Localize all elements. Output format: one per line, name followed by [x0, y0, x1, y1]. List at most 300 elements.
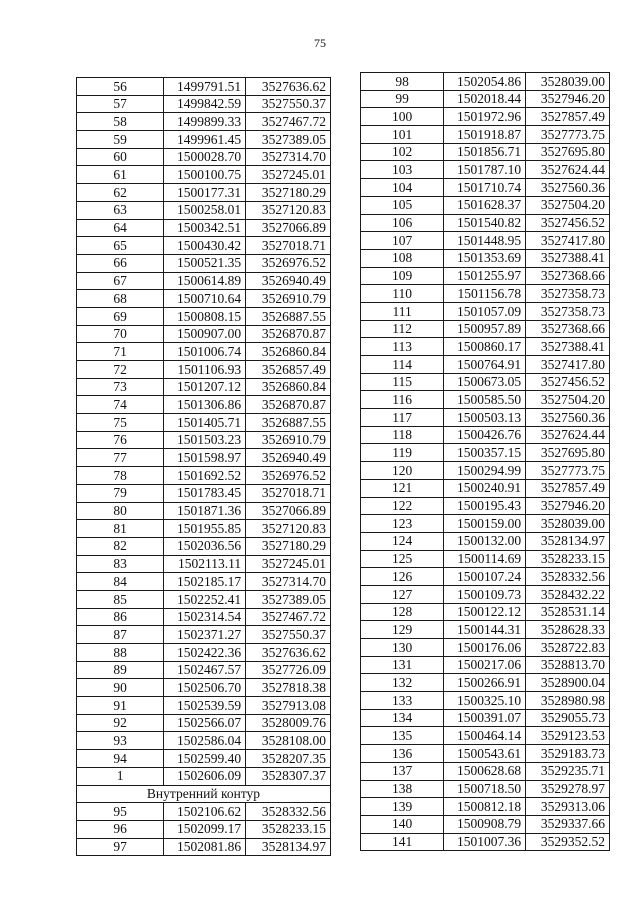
table-row	[77, 78, 331, 96]
y-coordinate-cell: 3527245.01	[246, 555, 331, 573]
y-coordinate-cell: 3527368.66	[526, 267, 610, 285]
y-coordinate-cell: 3526887.55	[246, 307, 331, 325]
table-row	[361, 656, 610, 674]
y-coordinate-cell: 3527695.80	[526, 143, 610, 161]
y-coordinate-cell: 3526976.52	[246, 254, 331, 272]
y-coordinate-cell: 3528134.97	[246, 838, 331, 856]
x-coordinate-cell: 1500132.00	[444, 532, 526, 550]
y-coordinate-cell: 3526887.55	[246, 414, 331, 432]
y-coordinate-cell: 3528009.76	[246, 714, 331, 732]
table-row	[361, 302, 610, 320]
point-number-cell: 64	[77, 219, 164, 237]
table-row	[77, 131, 331, 149]
table-row	[77, 838, 331, 856]
y-coordinate-cell: 3528722.83	[526, 639, 610, 657]
x-coordinate-cell: 1500543.61	[444, 745, 526, 763]
point-number-cell: 128	[361, 603, 444, 621]
y-coordinate-cell: 3528039.00	[526, 73, 610, 91]
y-coordinate-cell: 3527504.20	[526, 196, 610, 214]
point-number-cell: 102	[361, 143, 444, 161]
table-row	[361, 285, 610, 303]
y-coordinate-cell: 3529235.71	[526, 762, 610, 780]
table-row	[77, 661, 331, 679]
table-row	[77, 378, 331, 396]
table-row	[77, 148, 331, 166]
point-number-cell: 140	[361, 815, 444, 833]
point-number-cell: 59	[77, 131, 164, 149]
y-coordinate-cell: 3527066.89	[246, 219, 331, 237]
y-coordinate-cell: 3527388.41	[526, 249, 610, 267]
point-number-cell: 90	[77, 679, 164, 697]
table-row	[361, 727, 610, 745]
table-row	[361, 674, 610, 692]
x-coordinate-cell: 1500860.17	[444, 338, 526, 356]
y-coordinate-cell: 3527120.83	[246, 520, 331, 538]
y-coordinate-cell: 3528108.00	[246, 732, 331, 750]
table-row	[77, 573, 331, 591]
x-coordinate-cell: 1501255.97	[444, 267, 526, 285]
x-coordinate-cell: 1501871.36	[164, 502, 246, 520]
table-row	[77, 502, 331, 520]
x-coordinate-cell: 1502018.44	[444, 90, 526, 108]
x-coordinate-cell: 1500109.73	[444, 585, 526, 603]
x-coordinate-cell: 1500176.06	[444, 639, 526, 657]
y-coordinate-cell: 3527636.62	[246, 644, 331, 662]
y-coordinate-cell: 3529337.66	[526, 815, 610, 833]
point-number-cell: 130	[361, 639, 444, 657]
table-row	[77, 343, 331, 361]
x-coordinate-cell: 1500195.43	[444, 497, 526, 515]
y-coordinate-cell: 3527695.80	[526, 444, 610, 462]
y-coordinate-cell: 3527560.36	[526, 409, 610, 427]
y-coordinate-cell: 3527624.44	[526, 161, 610, 179]
point-number-cell: 103	[361, 161, 444, 179]
x-coordinate-cell: 1500808.15	[164, 307, 246, 325]
table-row	[361, 762, 610, 780]
x-coordinate-cell: 1501710.74	[444, 179, 526, 197]
y-coordinate-cell: 3527368.66	[526, 320, 610, 338]
table-row	[361, 356, 610, 374]
y-coordinate-cell: 3527180.29	[246, 184, 331, 202]
point-number-cell: 113	[361, 338, 444, 356]
x-coordinate-cell: 1500144.31	[444, 621, 526, 639]
table-row	[77, 520, 331, 538]
x-coordinate-cell: 1500342.51	[164, 219, 246, 237]
x-coordinate-cell: 1501207.12	[164, 378, 246, 396]
x-coordinate-cell: 1500391.07	[444, 709, 526, 727]
table-row	[77, 361, 331, 379]
point-number-cell: 139	[361, 798, 444, 816]
y-coordinate-cell: 3528233.15	[246, 820, 331, 838]
y-coordinate-cell: 3527773.75	[526, 126, 610, 144]
x-coordinate-cell: 1501503.23	[164, 431, 246, 449]
y-coordinate-cell: 3528332.56	[526, 568, 610, 586]
y-coordinate-cell: 3528233.15	[526, 550, 610, 568]
table-row	[77, 254, 331, 272]
point-number-cell: 60	[77, 148, 164, 166]
table-row	[77, 608, 331, 626]
table-row	[361, 692, 610, 710]
x-coordinate-cell: 1500907.00	[164, 325, 246, 343]
y-coordinate-cell: 3527388.41	[526, 338, 610, 356]
point-number-cell: 120	[361, 462, 444, 480]
table-row	[77, 272, 331, 290]
y-coordinate-cell: 3527358.73	[526, 302, 610, 320]
x-coordinate-cell: 1502081.86	[164, 838, 246, 856]
x-coordinate-cell: 1499961.45	[164, 131, 246, 149]
table-row	[361, 462, 610, 480]
table-row	[361, 161, 610, 179]
x-coordinate-cell: 1501353.69	[444, 249, 526, 267]
table-row	[77, 219, 331, 237]
x-coordinate-cell: 1502371.27	[164, 626, 246, 644]
point-number-cell: 1	[77, 767, 164, 785]
y-coordinate-cell: 3527389.05	[246, 590, 331, 608]
table-row	[77, 484, 331, 502]
y-coordinate-cell: 3529183.73	[526, 745, 610, 763]
table-row	[361, 143, 610, 161]
point-number-cell: 92	[77, 714, 164, 732]
table-row	[361, 585, 610, 603]
table-row	[77, 732, 331, 750]
x-coordinate-cell: 1500718.50	[444, 780, 526, 798]
x-coordinate-cell: 1500240.91	[444, 479, 526, 497]
table-row	[77, 201, 331, 219]
point-number-cell: 96	[77, 820, 164, 838]
x-coordinate-cell: 1499899.33	[164, 113, 246, 131]
y-coordinate-cell: 3526910.79	[246, 431, 331, 449]
x-coordinate-cell: 1501306.86	[164, 396, 246, 414]
point-number-cell: 56	[77, 78, 164, 96]
x-coordinate-cell: 1501918.87	[444, 126, 526, 144]
point-number-cell: 61	[77, 166, 164, 184]
y-coordinate-cell: 3529352.52	[526, 833, 610, 851]
y-coordinate-cell: 3527314.70	[246, 148, 331, 166]
y-coordinate-cell: 3526940.49	[246, 449, 331, 467]
point-number-cell: 58	[77, 113, 164, 131]
y-coordinate-cell: 3527624.44	[526, 426, 610, 444]
table-row	[361, 745, 610, 763]
x-coordinate-cell: 1499842.59	[164, 95, 246, 113]
x-coordinate-cell: 1502252.41	[164, 590, 246, 608]
x-coordinate-cell: 1500426.76	[444, 426, 526, 444]
table-row	[77, 714, 331, 732]
x-coordinate-cell: 1502099.17	[164, 820, 246, 838]
y-coordinate-cell: 3527946.20	[526, 90, 610, 108]
x-coordinate-cell: 1501106.93	[164, 361, 246, 379]
point-number-cell: 114	[361, 356, 444, 374]
x-coordinate-cell: 1500585.50	[444, 391, 526, 409]
y-coordinate-cell: 3526870.87	[246, 325, 331, 343]
table-row	[361, 373, 610, 391]
table-row	[361, 603, 610, 621]
x-coordinate-cell: 1502566.07	[164, 714, 246, 732]
point-number-cell: 141	[361, 833, 444, 851]
point-number-cell: 78	[77, 467, 164, 485]
x-coordinate-cell: 1501598.97	[164, 449, 246, 467]
point-number-cell: 69	[77, 307, 164, 325]
table-row	[361, 232, 610, 250]
table-row	[361, 196, 610, 214]
point-number-cell: 112	[361, 320, 444, 338]
x-coordinate-cell: 1502054.86	[444, 73, 526, 91]
y-coordinate-cell: 3527417.80	[526, 232, 610, 250]
table-row	[361, 497, 610, 515]
y-coordinate-cell: 3527417.80	[526, 356, 610, 374]
x-coordinate-cell: 1500107.24	[444, 568, 526, 586]
point-number-cell: 80	[77, 502, 164, 520]
y-coordinate-cell: 3527245.01	[246, 166, 331, 184]
y-coordinate-cell: 3528628.33	[526, 621, 610, 639]
point-number-cell: 68	[77, 290, 164, 308]
table-row	[77, 325, 331, 343]
x-coordinate-cell: 1500673.05	[444, 373, 526, 391]
x-coordinate-cell: 1500957.89	[444, 320, 526, 338]
y-coordinate-cell: 3528307.37	[246, 767, 331, 785]
table-row	[77, 697, 331, 715]
point-number-cell: 115	[361, 373, 444, 391]
y-coordinate-cell: 3529123.53	[526, 727, 610, 745]
point-number-cell: 136	[361, 745, 444, 763]
point-number-cell: 134	[361, 709, 444, 727]
table-row	[77, 166, 331, 184]
y-coordinate-cell: 3527913.08	[246, 697, 331, 715]
point-number-cell: 123	[361, 515, 444, 533]
table-row	[361, 621, 610, 639]
table-row	[361, 568, 610, 586]
point-number-cell: 108	[361, 249, 444, 267]
point-number-cell: 79	[77, 484, 164, 502]
point-number-cell: 126	[361, 568, 444, 586]
point-number-cell: 97	[77, 838, 164, 856]
point-number-cell: 63	[77, 201, 164, 219]
y-coordinate-cell: 3527389.05	[246, 131, 331, 149]
y-coordinate-cell: 3528980.98	[526, 692, 610, 710]
point-number-cell: 124	[361, 532, 444, 550]
table-row	[77, 396, 331, 414]
y-coordinate-cell: 3528900.04	[526, 674, 610, 692]
y-coordinate-cell: 3527314.70	[246, 573, 331, 591]
table-row	[361, 409, 610, 427]
table-row	[77, 803, 331, 821]
y-coordinate-cell: 3527018.71	[246, 237, 331, 255]
point-number-cell: 70	[77, 325, 164, 343]
table-row	[361, 126, 610, 144]
x-coordinate-cell: 1500266.91	[444, 674, 526, 692]
coordinates-table-left	[76, 77, 331, 856]
y-coordinate-cell: 3528039.00	[526, 515, 610, 533]
y-coordinate-cell: 3527636.62	[246, 78, 331, 96]
table-row	[77, 449, 331, 467]
table-row	[77, 679, 331, 697]
x-coordinate-cell: 1501692.52	[164, 467, 246, 485]
point-number-cell: 71	[77, 343, 164, 361]
point-number-cell: 65	[77, 237, 164, 255]
point-number-cell: 109	[361, 267, 444, 285]
x-coordinate-cell: 1502506.70	[164, 679, 246, 697]
x-coordinate-cell: 1502185.17	[164, 573, 246, 591]
y-coordinate-cell: 3527818.38	[246, 679, 331, 697]
y-coordinate-cell: 3527560.36	[526, 179, 610, 197]
y-coordinate-cell: 3528332.56	[246, 803, 331, 821]
x-coordinate-cell: 1501540.82	[444, 214, 526, 232]
point-number-cell: 93	[77, 732, 164, 750]
point-number-cell: 125	[361, 550, 444, 568]
table-row	[77, 290, 331, 308]
point-number-cell: 74	[77, 396, 164, 414]
table-row	[361, 780, 610, 798]
x-coordinate-cell: 1500464.14	[444, 727, 526, 745]
y-coordinate-cell: 3529278.97	[526, 780, 610, 798]
table-row	[77, 95, 331, 113]
point-number-cell: 76	[77, 431, 164, 449]
y-coordinate-cell: 3528134.97	[526, 532, 610, 550]
point-number-cell: 95	[77, 803, 164, 821]
point-number-cell: 57	[77, 95, 164, 113]
y-coordinate-cell: 3526976.52	[246, 467, 331, 485]
table-row	[361, 639, 610, 657]
point-number-cell: 100	[361, 108, 444, 126]
x-coordinate-cell: 1502036.56	[164, 537, 246, 555]
table-row	[361, 90, 610, 108]
point-number-cell: 111	[361, 302, 444, 320]
table-row	[77, 237, 331, 255]
y-coordinate-cell: 3529313.06	[526, 798, 610, 816]
y-coordinate-cell: 3527726.09	[246, 661, 331, 679]
table-row	[361, 73, 610, 91]
point-number-cell: 121	[361, 479, 444, 497]
x-coordinate-cell: 1500521.35	[164, 254, 246, 272]
table-row	[77, 467, 331, 485]
table-row	[361, 815, 610, 833]
point-number-cell: 73	[77, 378, 164, 396]
x-coordinate-cell: 1500503.13	[444, 409, 526, 427]
y-coordinate-cell: 3526870.87	[246, 396, 331, 414]
x-coordinate-cell: 1501156.78	[444, 285, 526, 303]
x-coordinate-cell: 1501783.45	[164, 484, 246, 502]
table-row	[361, 709, 610, 727]
table-row	[361, 479, 610, 497]
point-number-cell: 133	[361, 692, 444, 710]
table-row	[77, 537, 331, 555]
point-number-cell: 86	[77, 608, 164, 626]
x-coordinate-cell: 1500114.69	[444, 550, 526, 568]
point-number-cell: 110	[361, 285, 444, 303]
table-row	[361, 833, 610, 851]
point-number-cell: 122	[361, 497, 444, 515]
point-number-cell: 138	[361, 780, 444, 798]
point-number-cell: 72	[77, 361, 164, 379]
point-number-cell: 119	[361, 444, 444, 462]
y-coordinate-cell: 3527857.49	[526, 479, 610, 497]
point-number-cell: 105	[361, 196, 444, 214]
table-row	[77, 644, 331, 662]
point-number-cell: 67	[77, 272, 164, 290]
point-number-cell: 129	[361, 621, 444, 639]
x-coordinate-cell: 1501007.36	[444, 833, 526, 851]
x-coordinate-cell: 1500764.91	[444, 356, 526, 374]
x-coordinate-cell: 1501628.37	[444, 196, 526, 214]
table-row	[361, 798, 610, 816]
y-coordinate-cell: 3526860.84	[246, 343, 331, 361]
y-coordinate-cell: 3527467.72	[246, 113, 331, 131]
point-number-cell: 101	[361, 126, 444, 144]
x-coordinate-cell: 1500710.64	[164, 290, 246, 308]
y-coordinate-cell: 3526910.79	[246, 290, 331, 308]
x-coordinate-cell: 1500908.79	[444, 815, 526, 833]
y-coordinate-cell: 3527018.71	[246, 484, 331, 502]
table-row	[77, 820, 331, 838]
x-coordinate-cell: 1500100.75	[164, 166, 246, 184]
x-coordinate-cell: 1500294.99	[444, 462, 526, 480]
table-row	[77, 555, 331, 573]
point-number-cell: 91	[77, 697, 164, 715]
x-coordinate-cell: 1502422.36	[164, 644, 246, 662]
point-number-cell: 104	[361, 179, 444, 197]
table-row	[361, 179, 610, 197]
x-coordinate-cell: 1502586.04	[164, 732, 246, 750]
table-row	[77, 184, 331, 202]
point-number-cell: 94	[77, 750, 164, 768]
y-coordinate-cell: 3527946.20	[526, 497, 610, 515]
point-number-cell: 83	[77, 555, 164, 573]
point-number-cell: 118	[361, 426, 444, 444]
x-coordinate-cell: 1501972.96	[444, 108, 526, 126]
table-row	[361, 532, 610, 550]
point-number-cell: 117	[361, 409, 444, 427]
table-row	[361, 550, 610, 568]
point-number-cell: 127	[361, 585, 444, 603]
y-coordinate-cell: 3527180.29	[246, 537, 331, 555]
table-row	[361, 515, 610, 533]
x-coordinate-cell: 1502467.57	[164, 661, 246, 679]
table-row	[77, 767, 331, 785]
point-number-cell: 66	[77, 254, 164, 272]
x-coordinate-cell: 1500430.42	[164, 237, 246, 255]
table-row	[77, 431, 331, 449]
point-number-cell: 116	[361, 391, 444, 409]
table-row	[77, 307, 331, 325]
point-number-cell: 131	[361, 656, 444, 674]
coordinates-table-right	[360, 72, 610, 851]
y-coordinate-cell: 3527467.72	[246, 608, 331, 626]
x-coordinate-cell: 1501405.71	[164, 414, 246, 432]
table-row	[77, 750, 331, 768]
table-row	[77, 590, 331, 608]
y-coordinate-cell: 3528813.70	[526, 656, 610, 674]
y-coordinate-cell: 3526940.49	[246, 272, 331, 290]
table-row	[77, 113, 331, 131]
x-coordinate-cell: 1501955.85	[164, 520, 246, 538]
y-coordinate-cell: 3527066.89	[246, 502, 331, 520]
point-number-cell: 62	[77, 184, 164, 202]
table-row	[77, 626, 331, 644]
point-number-cell: 98	[361, 73, 444, 91]
point-number-cell: 107	[361, 232, 444, 250]
x-coordinate-cell: 1502106.62	[164, 803, 246, 821]
y-coordinate-cell: 3528531.14	[526, 603, 610, 621]
point-number-cell: 77	[77, 449, 164, 467]
x-coordinate-cell: 1501448.95	[444, 232, 526, 250]
table-row	[361, 444, 610, 462]
point-number-cell: 88	[77, 644, 164, 662]
point-number-cell: 82	[77, 537, 164, 555]
x-coordinate-cell: 1500177.31	[164, 184, 246, 202]
x-coordinate-cell: 1501856.71	[444, 143, 526, 161]
x-coordinate-cell: 1502539.59	[164, 697, 246, 715]
y-coordinate-cell: 3526857.49	[246, 361, 331, 379]
point-number-cell: 137	[361, 762, 444, 780]
